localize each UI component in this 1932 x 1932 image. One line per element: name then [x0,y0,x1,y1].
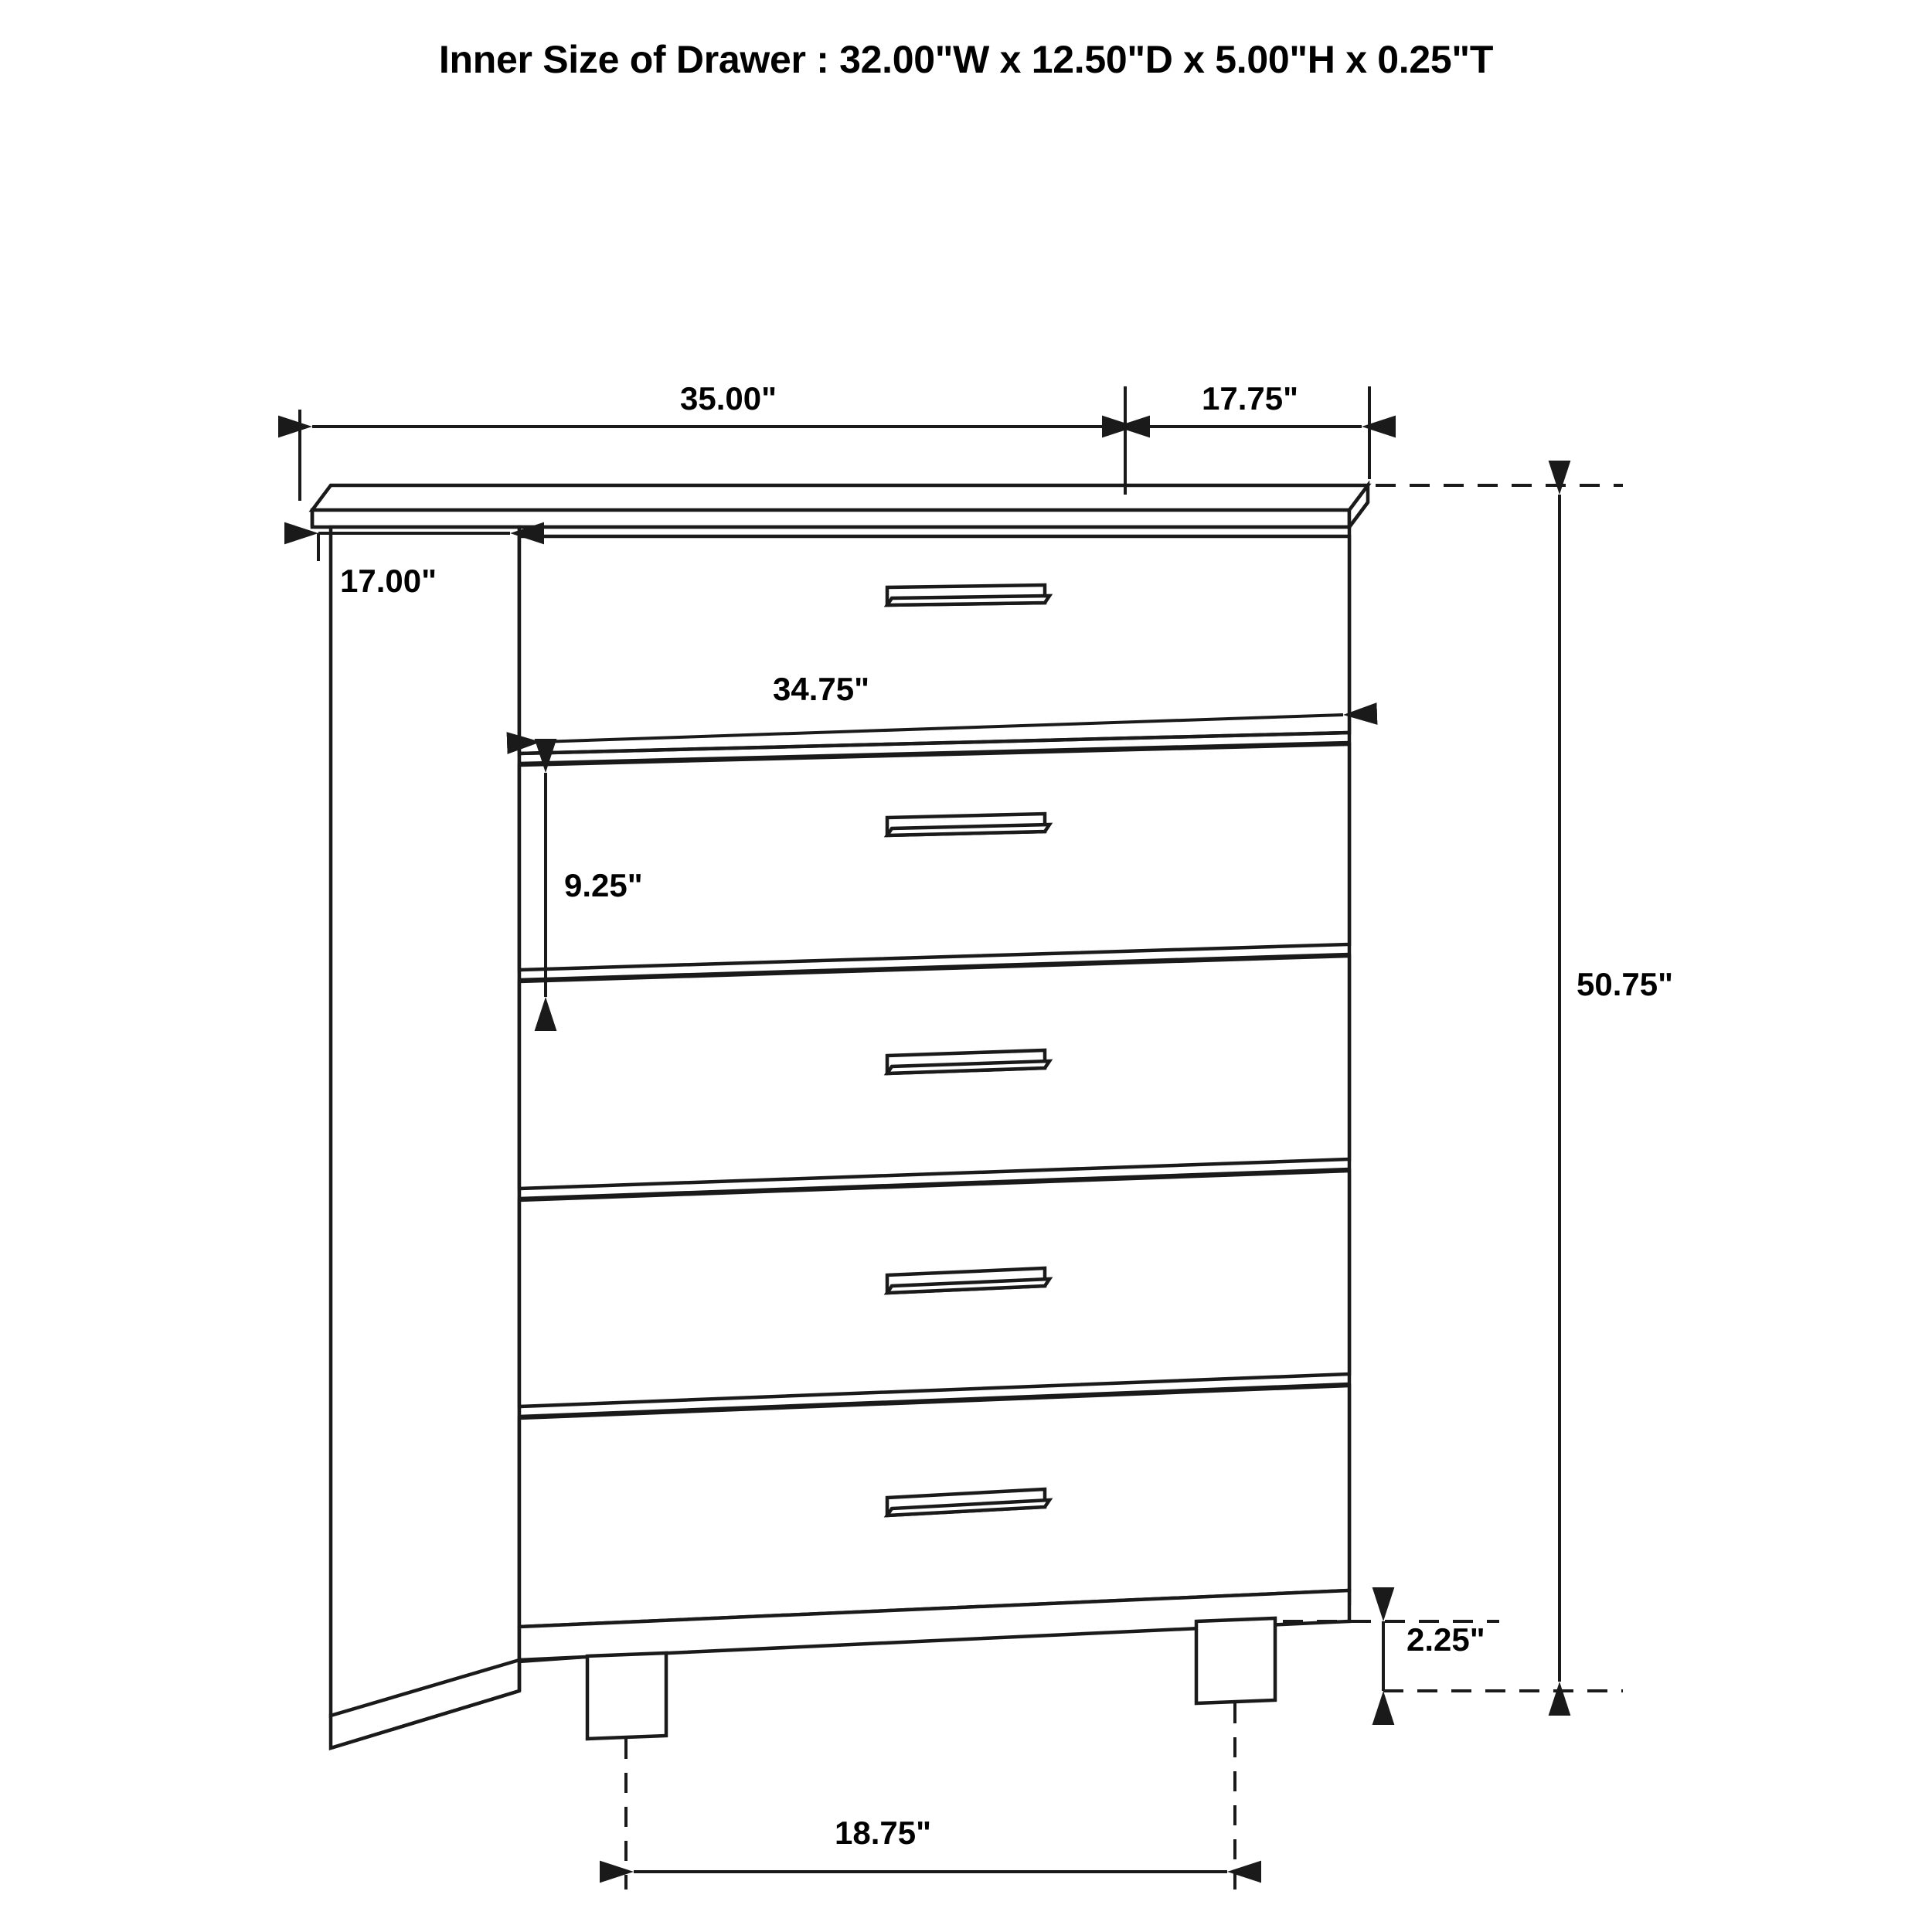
dim-label-top-depth: 17.75" [1202,380,1299,417]
page-title: Inner Size of Drawer : 32.00"W x 12.50"D x 5.00"H x 0.25"T [438,38,1494,81]
dim-label-body-depth: 17.00" [340,563,437,599]
dim-label-total-height: 50.75" [1577,966,1674,1002]
dim-label-drawer-height: 9.25" [564,867,643,903]
dim-label-front-width: 35.00" [680,380,777,417]
dim-label-drawer-front-width: 34.75" [773,671,870,707]
dim-label-foot-span: 18.75" [835,1815,932,1851]
dim-label-base-height: 2.25" [1406,1621,1485,1658]
